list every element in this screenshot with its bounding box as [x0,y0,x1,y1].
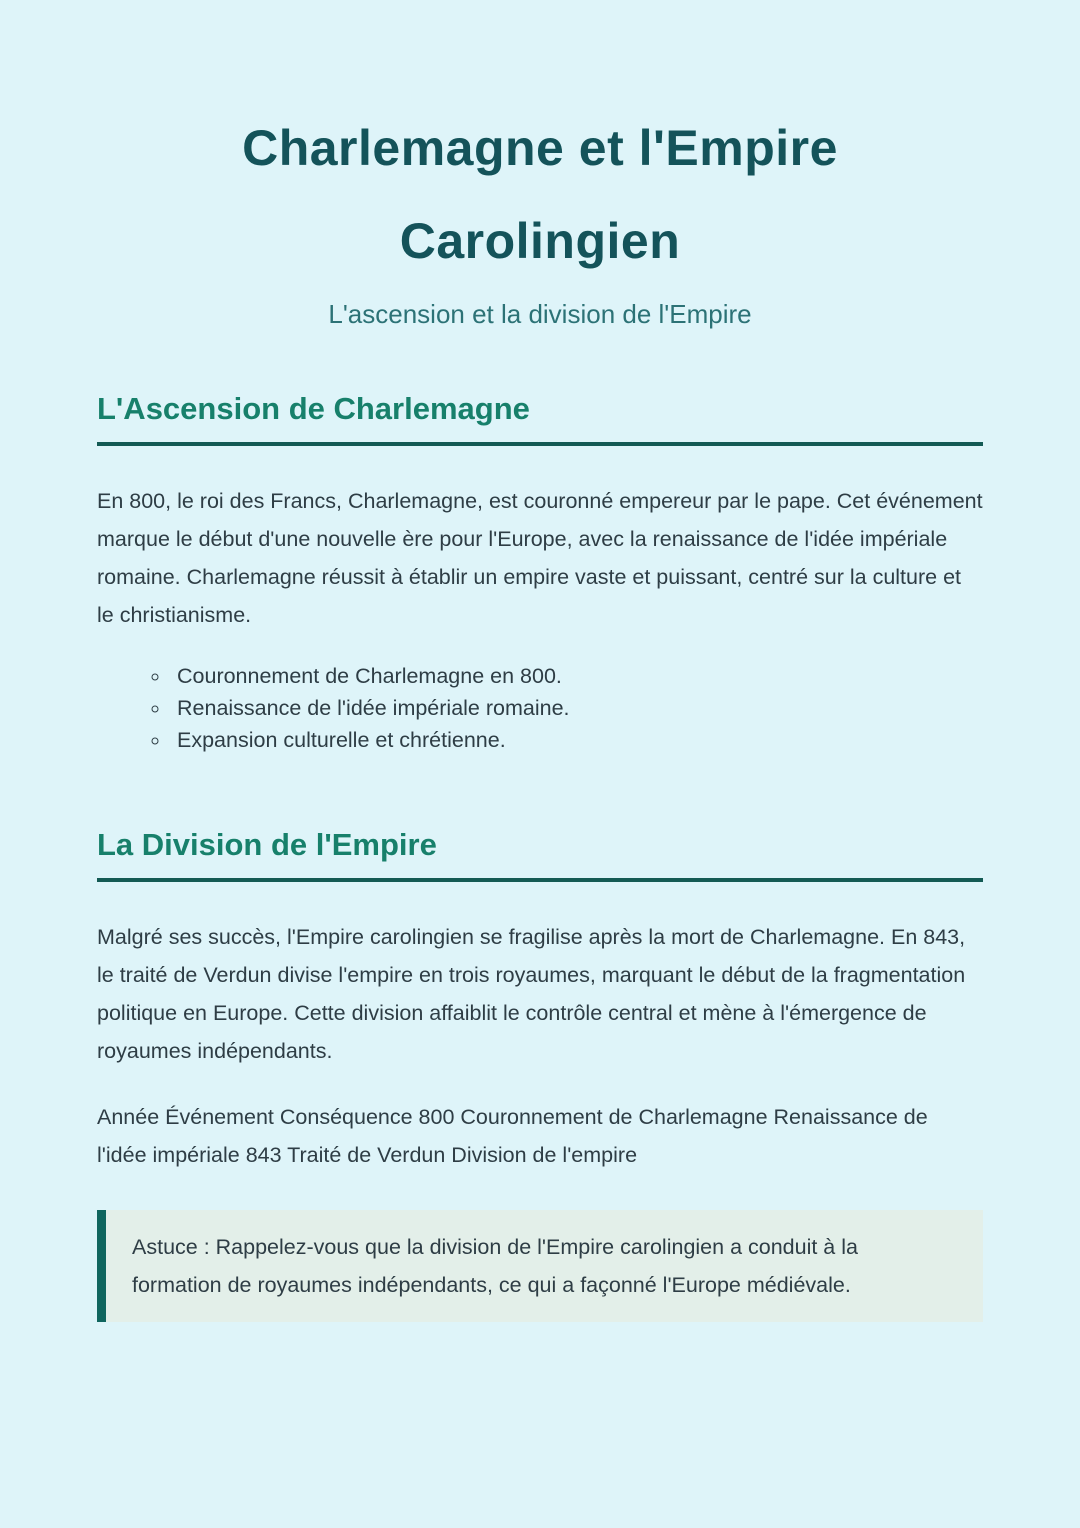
list-item: ◦ Expansion culturelle et chrétienne. [171,724,983,756]
section-division [97,826,983,1174]
section-heading-ascension: L'Ascension de Charlemagne [97,391,530,426]
section-divider [97,878,983,882]
document-header [97,102,983,330]
section-paragraph: En 800, le roi des Francs, Charlemagne, est couronné empereur par le pape. Cet événement marque le début d'une nouvelle ère pour l'Europe, avec la renaissance de l'idée impériale romaine. Charlemagne réussit à établir un empire vaste et puissant, centré sur la culture et le christianisme. [97,489,983,627]
section-paragraph: Malgré ses succès, l'Empire carolingien se fragilise après la mort de Charlemagne. En 843, le traité de Verdun divise l'empire en trois royaumes, marquant le début de la fragmentation politique en Europe. Cette division affaiblit le contrôle central et mène à l'émergence de royaumes indépendants. [97,925,966,1063]
bullet-list [97,660,983,756]
list-item: ◦ Renaissance de l'idée impériale romaine. [171,692,983,724]
list-item: ◦ Couronnement de Charlemagne en 800. [171,660,983,692]
page-title: Charlemagne et l'Empire Carolingien [242,120,838,269]
page-subtitle: L'ascension et la division de l'Empire [328,299,752,329]
timeline-text: Année Événement Conséquence 800 Couronnement de Charlemagne Renaissance de l'idée impériale 843 Traité de Verdun Division de l'empire [97,1105,928,1167]
tip-text: Astuce : Rappelez-vous que la division de l'Empire carolingien a conduit à la formation de royaumes indépendants, ce qui a façonné l'Europe médiévale. [132,1235,858,1297]
section-ascension [97,390,983,756]
section-divider [97,442,983,446]
section-heading-division: La Division de l'Empire [97,827,437,862]
tip-callout [97,1210,983,1322]
